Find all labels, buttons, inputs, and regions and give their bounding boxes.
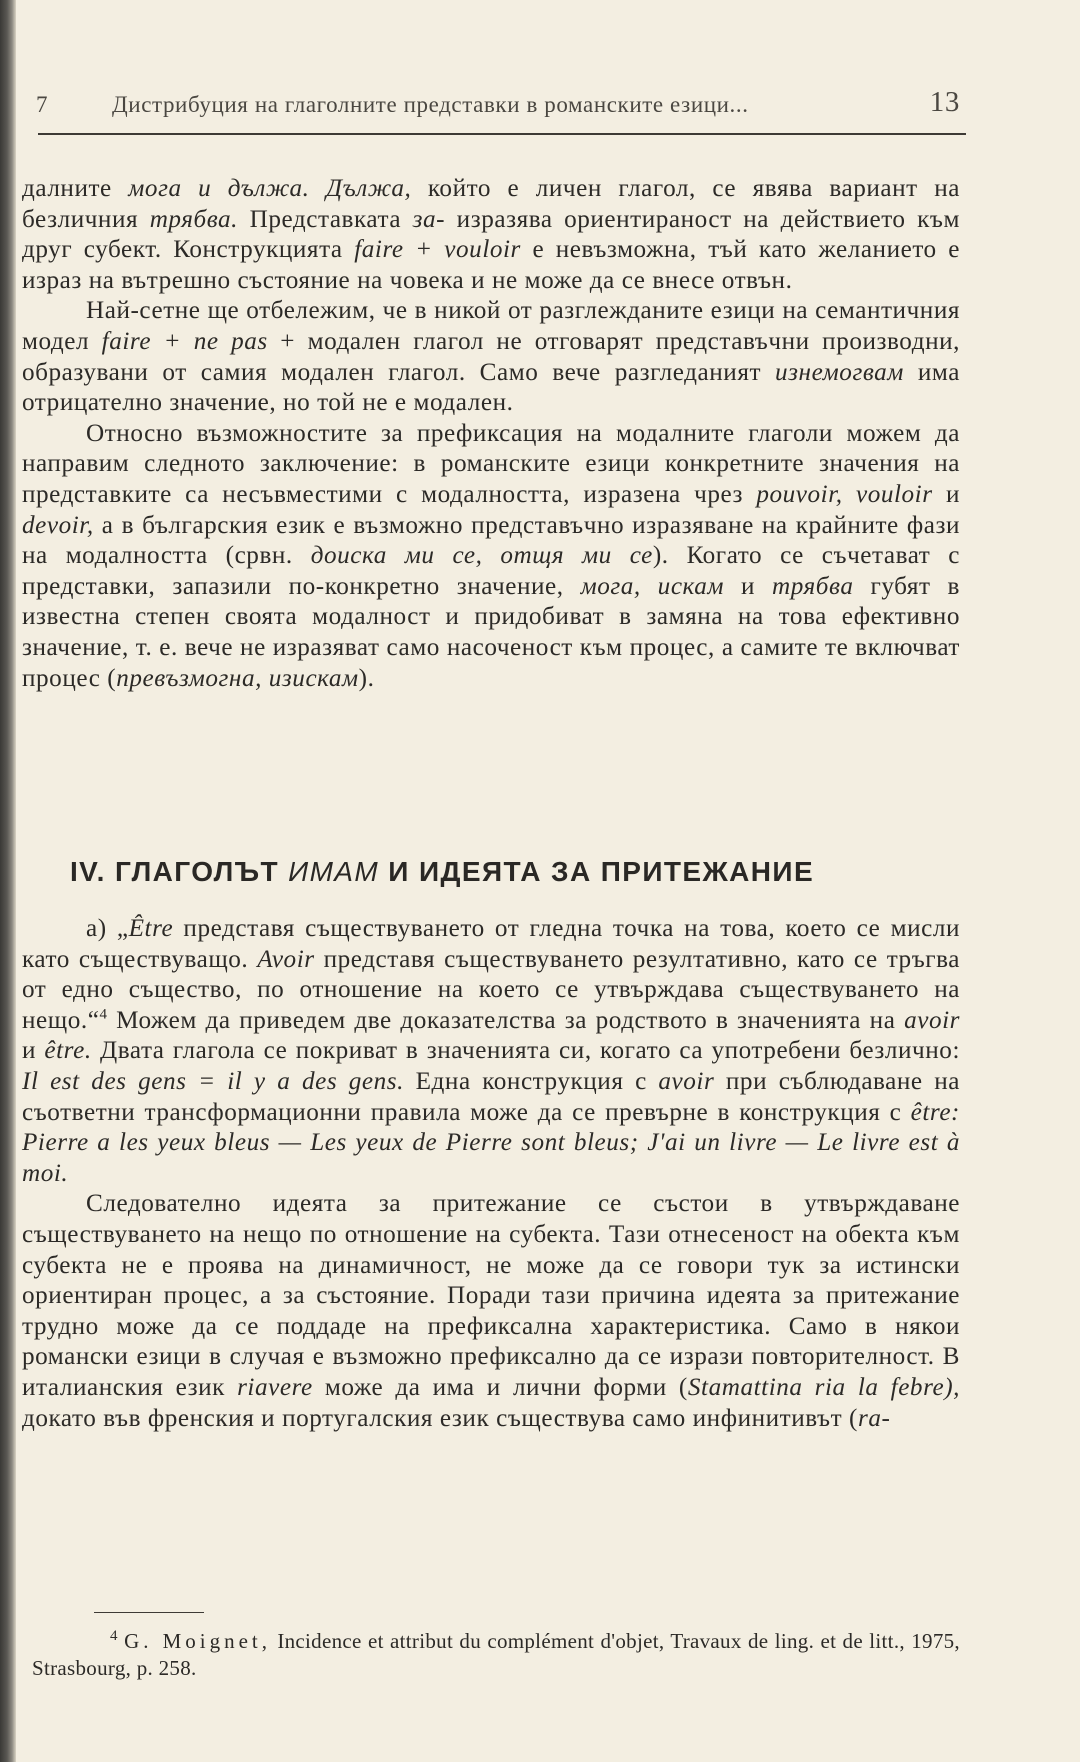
paragraph-2: Най-сетне ще отбележим, че в никой от разглежданите езици на семантичния модел faire + ne pas + модален глагол не отговарят представъчни производни, образувани от самия модален глагол. Само вече разгледаният изнемогвам има отрицателно значение, но той не е модален. xyxy=(22,297,960,417)
section-heading: IV. ГЛАГОЛЪТ ИМАМ И ИДЕЯТА ЗА ПРИТЕЖАНИЕ xyxy=(70,856,815,887)
book-page xyxy=(22,0,960,1762)
paragraph-5: Следователно идеята за притежание се състои в утвърждаване съществуването на нещо по отношение на субекта. Тази отнесеност на обекта към субекта не е проява на динамичност, не може да се говори тук за истински ориентиран процес, а за състояние. Поради тази причина идеята за притежание трудно може да се поддаде на префиксална характеристика. Само в някои романски езици в случая е възможно префиксално да се изрази повторителност. В италианския език riavere може да има и лични форми (Stamattina ria la febre), докато във френския и португалския език съществува само инфинитивът (ra- xyxy=(22,1190,961,1432)
paragraph-1: далните мога и дължа. Дължа, който е личен глагол, се явява вариант на безличния трябва. Представката за- изразява ориентираност на действието към друг субект. Конструкцията faire + vouloir е невъзможна, тъй като желанието е израз на вътрешно състояние на човека и не може да се внесе отвън. xyxy=(22,175,960,294)
footnote-rule xyxy=(94,1612,204,1613)
footnote-author: G. Moignet, xyxy=(124,1629,271,1653)
paragraph-4: а) „Être представя съществуването от гледна точка на това, което се мисли като съществуващо. Avoir представя съществуването резултативно, като се тръгва от едно същество, по отношение на което се утвърждава съществуването на нещо.“$^4$ Можем да приведем две доказателства за родството в значенията на avoir и être. Двата глагола се покриват в значенията си, когато са употребени безлично: Il est des gens = il y a des gens. Една конструкция с avoir при съблюдаване на съответни трансформационни правила може да се превърне в конструкция с être: Pierre a les yeux bleus — Les yeux de Pierre sont bleus; J'ai un livre — Le livre est à moi. xyxy=(22,915,960,1187)
page-number: 13 xyxy=(929,86,960,118)
running-head: Дистрибуция на глаголните представки в романските езици... xyxy=(112,92,749,117)
page-number-left: 7 xyxy=(36,92,49,117)
header-rule xyxy=(38,133,966,135)
paragraph-3: Относно възможностите за префиксация на модалните глаголи можем да направим следното заключение: в романските езици конкретните значения на представките са несъвместими с модалността, изразена чрез pouvoir, vouloir и devoir, а в българския език е възможно представъчно изразяване на крайните фази на модалността (срвн. доиска ми се, отщя ми се). Когато се съчетават с представки, запазили по-конкретно значение, мога, искам и трябва губят в известна степен своята модалност и придобиват в замяна на това ефективно значение, т. е. вече не изразяват само насоченост към процес, а самите те включват процес (превъзмогна, изискам). xyxy=(22,419,961,692)
body-section-2 xyxy=(22,914,960,1434)
book-spine-shadow xyxy=(0,0,16,1762)
footnote-text: $^4$ G. Moignet, Incidence et attribut du complément d'objet, Travaux de ling. et de litt., 1975, Strasbourg, p. 258. xyxy=(32,1628,960,1680)
footnote xyxy=(32,1628,960,1682)
page-header xyxy=(36,86,962,126)
footnote-ref: 4 xyxy=(99,1006,108,1023)
body-section-1 xyxy=(22,174,960,694)
